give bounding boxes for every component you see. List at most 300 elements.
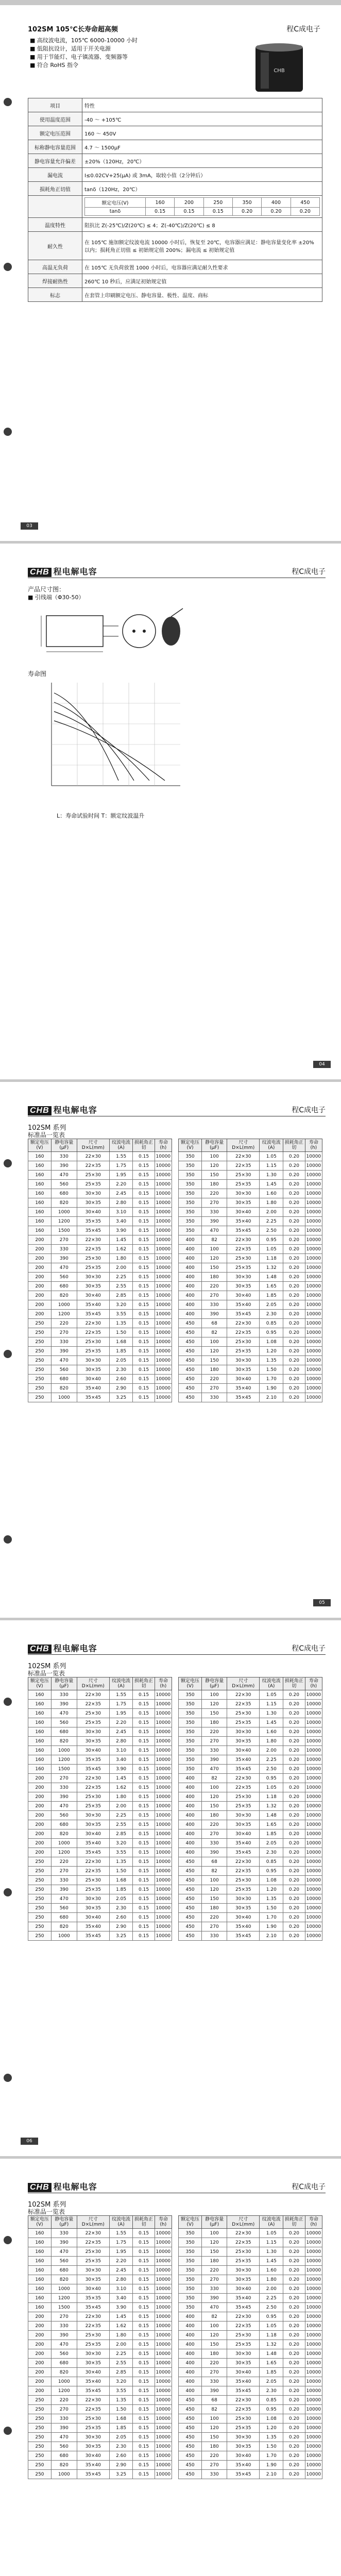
tan-table-row xyxy=(85,198,320,208)
table-cell: 10000 xyxy=(155,1328,172,1337)
table-row xyxy=(28,1792,172,1802)
table-cell: 0.20 xyxy=(283,1894,305,1904)
table-row xyxy=(179,2303,322,2312)
table-cell: 0.20 xyxy=(283,1839,305,1848)
table-cell: 450 xyxy=(179,1365,202,1375)
table-cell: 180 xyxy=(202,1718,227,1727)
table-cell: 250 xyxy=(28,2433,52,2442)
table-cell: 2.55 xyxy=(109,2359,133,2368)
table-cell: 30×40 xyxy=(227,1375,260,1384)
table-cell: 25×35 xyxy=(227,2424,260,2433)
table-cell: 22×30 xyxy=(227,1152,260,1161)
table-cell: 450 xyxy=(179,2470,202,2479)
table-cell: 10000 xyxy=(305,1857,322,1867)
table-cell: 180 xyxy=(202,1811,227,1820)
table-cell: 10000 xyxy=(155,1829,172,1839)
table-row xyxy=(179,2433,322,2442)
table-row xyxy=(179,2266,322,2275)
table-cell: 2.05 xyxy=(260,1300,283,1310)
table-cell: 1.45 xyxy=(109,1235,133,1245)
table-cell: 1200 xyxy=(51,1217,77,1226)
table-cell: 2.90 xyxy=(109,1384,133,1393)
binding-hole xyxy=(4,428,12,436)
table-cell: 560 xyxy=(51,1273,77,1282)
table-row xyxy=(179,1737,322,1746)
table-cell: 22×30 xyxy=(77,2229,109,2238)
table-cell: 22×30 xyxy=(77,1319,109,1328)
table-cell: 450 xyxy=(179,2405,202,2414)
table-cell: 10000 xyxy=(305,2442,322,2451)
table-cell: 1000 xyxy=(51,1208,77,1217)
table-row xyxy=(28,1226,172,1235)
table-cell: 1.65 xyxy=(260,1282,283,1291)
table-cell: 82 xyxy=(202,1867,227,1876)
table-cell: 10000 xyxy=(305,1792,322,1802)
spec-key: 焊接耐热性 xyxy=(28,274,82,288)
table-cell: 1.50 xyxy=(260,2442,283,2451)
table-cell: 450 xyxy=(179,1384,202,1393)
table-cell: 0.15 xyxy=(133,1737,155,1746)
table-cell: 10000 xyxy=(305,1774,322,1783)
table-cell: 10000 xyxy=(155,1746,172,1755)
table-cell: 0.15 xyxy=(133,1820,155,1829)
table-row xyxy=(28,1328,172,1337)
table-header-cell: 静电容量(μF) xyxy=(51,2216,77,2229)
table-row xyxy=(179,1171,322,1180)
table-cell: 10000 xyxy=(155,1820,172,1829)
table-cell: 10000 xyxy=(155,1393,172,1402)
table-cell: 470 xyxy=(51,2247,77,2257)
table-cell: 0.15 xyxy=(133,1700,155,1709)
table-cell: 390 xyxy=(51,1347,77,1356)
table-cell: 400 xyxy=(179,1310,202,1319)
table-cell: 390 xyxy=(51,1792,77,1802)
table-cell: 100 xyxy=(202,1245,227,1254)
table-cell: 1.85 xyxy=(109,1347,133,1356)
table-cell: 250 xyxy=(28,1319,52,1328)
table-cell: 0.15 xyxy=(133,2424,155,2433)
table-cell: 160 xyxy=(28,2266,52,2275)
table-cell: 10000 xyxy=(305,1811,322,1820)
table-cell: 35×45 xyxy=(77,2470,109,2479)
table-cell: 10000 xyxy=(155,2414,172,2424)
spec-key: 项目 xyxy=(28,98,82,112)
table-cell: 10000 xyxy=(155,2331,172,2340)
table-cell: 10000 xyxy=(305,2396,322,2405)
table-row xyxy=(179,1198,322,1208)
page-header xyxy=(28,2179,326,2193)
table-cell: 22×35 xyxy=(77,2321,109,2331)
tan-table-cell: 400 xyxy=(262,198,291,208)
table-row xyxy=(28,1904,172,1913)
table-row xyxy=(28,2405,172,2414)
table-cell: 10000 xyxy=(155,2461,172,2470)
table-cell: 10000 xyxy=(305,2451,322,2461)
table-row xyxy=(179,2442,322,2451)
table-cell: 10000 xyxy=(155,2257,172,2266)
table-cell: 10000 xyxy=(155,1171,172,1180)
binding-hole xyxy=(4,263,12,271)
table-cell: 0.20 xyxy=(283,1152,305,1161)
table-cell: 10000 xyxy=(305,1727,322,1737)
table-cell: 10000 xyxy=(155,1922,172,1931)
table-cell: 0.15 xyxy=(133,1876,155,1885)
table-cell: 0.15 xyxy=(133,2433,155,2442)
table-row xyxy=(179,1922,322,1931)
table-cell: 270 xyxy=(202,1829,227,1839)
table-cell: 1000 xyxy=(51,2377,77,2386)
table-cell: 0.15 xyxy=(133,2238,155,2247)
table-cell: 350 xyxy=(179,1180,202,1189)
table-cell: 10000 xyxy=(305,2257,322,2266)
table-cell: 220 xyxy=(51,2396,77,2405)
table-column-right xyxy=(178,2215,322,2479)
table-cell: 0.20 xyxy=(283,2405,305,2414)
table-cell: 450 xyxy=(179,1904,202,1913)
table-cell: 25×30 xyxy=(227,2331,260,2340)
table-cell: 100 xyxy=(202,1690,227,1700)
table-cell: 10000 xyxy=(155,2284,172,2294)
table-cell: 0.20 xyxy=(283,2275,305,2284)
table-cell: 35×45 xyxy=(77,2386,109,2396)
table-cell: 35×40 xyxy=(227,1384,260,1393)
table-cell: 10000 xyxy=(155,2349,172,2359)
table-cell: 350 xyxy=(179,1700,202,1709)
table-cell: 0.15 xyxy=(133,1152,155,1161)
table-row xyxy=(179,1700,322,1709)
table-row xyxy=(28,1235,172,1245)
table-cell: 250 xyxy=(28,1347,52,1356)
table-cell: 10000 xyxy=(155,2368,172,2377)
table-cell: 10000 xyxy=(155,2321,172,2331)
table-cell: 10000 xyxy=(305,1737,322,1746)
tan-table-cell: 额定电压(V) xyxy=(85,198,146,208)
table-cell: 1.15 xyxy=(260,1700,283,1709)
binding-hole xyxy=(4,98,12,106)
table-row xyxy=(28,1263,172,1273)
table-cell: 22×30 xyxy=(227,1690,260,1700)
table-cell: 0.15 xyxy=(133,1319,155,1328)
table-cell: 560 xyxy=(51,1180,77,1189)
table-cell: 10000 xyxy=(155,2359,172,2368)
table-cell: 1000 xyxy=(51,1931,77,1941)
table-cell: 1.05 xyxy=(260,1245,283,1254)
table-cell: 160 xyxy=(28,1189,52,1198)
table-cell: 470 xyxy=(51,1263,77,1273)
table-cell: 0.85 xyxy=(260,1319,283,1328)
table-cell: 35×40 xyxy=(227,2377,260,2386)
table-cell: 1.62 xyxy=(109,1245,133,1254)
table-cell: 25×30 xyxy=(77,1792,109,1802)
table-cell: 30×40 xyxy=(227,1746,260,1755)
table-cell: 0.20 xyxy=(283,1848,305,1857)
table-cell: 450 xyxy=(179,1328,202,1337)
table-cell: 10000 xyxy=(155,1885,172,1894)
table-row xyxy=(28,1690,172,1700)
table-cell: 10000 xyxy=(155,2396,172,2405)
table-cell: 400 xyxy=(179,2386,202,2396)
binding-strip xyxy=(0,544,15,1079)
table-header-cell: 尺寸 D×L(mm) xyxy=(227,1677,260,1690)
table-cell: 0.20 xyxy=(283,2368,305,2377)
table-row xyxy=(28,1885,172,1894)
table-cell: 470 xyxy=(51,1709,77,1718)
table-cell: 10000 xyxy=(155,1876,172,1885)
table-cell: 450 xyxy=(179,1347,202,1356)
table-cell: 82 xyxy=(202,1328,227,1337)
table-cell: 10000 xyxy=(305,1931,322,1941)
specification-table xyxy=(28,98,322,302)
table-cell: 10000 xyxy=(155,1727,172,1737)
table-row xyxy=(179,1755,322,1765)
table-header-row xyxy=(28,1677,172,1690)
table-cell: 22×30 xyxy=(227,1774,260,1783)
table-row xyxy=(179,1848,322,1857)
tan-table-cell: 0.20 xyxy=(232,208,261,216)
table-row xyxy=(28,1867,172,1876)
table-cell: 22×35 xyxy=(227,1700,260,1709)
table-cell: 25×35 xyxy=(77,1347,109,1356)
table-cell: 0.15 xyxy=(133,1347,155,1356)
table-cell: 30×30 xyxy=(227,1189,260,1198)
spec-row xyxy=(28,154,322,168)
table-cell: 820 xyxy=(51,1829,77,1839)
binding-hole xyxy=(4,2427,12,2435)
feature-line: ■ 用于节能灯、电子镇流器、变频器等 xyxy=(30,54,128,60)
table-cell: 450 xyxy=(179,1393,202,1402)
table-cell: 0.20 xyxy=(283,1282,305,1291)
table-cell: 30×30 xyxy=(227,1727,260,1737)
table-cell: 10000 xyxy=(305,2470,322,2479)
table-row xyxy=(28,2461,172,2470)
table-cell: 220 xyxy=(202,1189,227,1198)
table-cell: 160 xyxy=(28,1161,52,1171)
table-cell: 10000 xyxy=(305,1690,322,1700)
table-cell: 390 xyxy=(51,1254,77,1263)
table-cell: 30×40 xyxy=(227,2368,260,2377)
table-cell: 0.20 xyxy=(283,1319,305,1328)
table-header-row xyxy=(179,2216,322,2229)
table-row xyxy=(28,1811,172,1820)
table-cell: 250 xyxy=(28,1931,52,1941)
table-cell: 25×35 xyxy=(227,1885,260,1894)
table-cell: 1.30 xyxy=(260,1171,283,1180)
table-cell: 10000 xyxy=(305,2331,322,2340)
table-cell: 0.15 xyxy=(133,1894,155,1904)
table-cell: 200 xyxy=(28,2331,52,2340)
table-header-cell: 额定电压(V) xyxy=(179,2216,202,2229)
table-row xyxy=(28,1180,172,1189)
table-row xyxy=(179,1356,322,1365)
table-cell: 35×45 xyxy=(77,1848,109,1857)
table-cell: 350 xyxy=(179,2257,202,2266)
table-cell: 10000 xyxy=(155,2275,172,2284)
table-cell: 450 xyxy=(179,1931,202,1941)
table-header-cell: 尺寸 D×L(mm) xyxy=(77,1139,109,1152)
table-cell: 820 xyxy=(51,1384,77,1393)
table-cell: 10000 xyxy=(305,2368,322,2377)
table-cell: 10000 xyxy=(155,1857,172,1867)
table-cell: 30×30 xyxy=(227,1273,260,1282)
table-cell: 10000 xyxy=(155,2377,172,2386)
table-cell: 0.20 xyxy=(283,2377,305,2386)
table-cell: 10000 xyxy=(305,1337,322,1347)
table-row xyxy=(28,1746,172,1755)
spec-row xyxy=(28,288,322,302)
table-row xyxy=(28,1931,172,1941)
table-cell: 10000 xyxy=(155,1848,172,1857)
table-cell: 0.15 xyxy=(133,2247,155,2257)
logo-mark: CHB xyxy=(28,1645,52,1654)
table-cell: 200 xyxy=(28,2321,52,2331)
table-cell: 160 xyxy=(28,2238,52,2247)
table-cell: 250 xyxy=(28,1337,52,1347)
table-cell: 0.15 xyxy=(133,1746,155,1755)
table-row xyxy=(28,2451,172,2461)
table-cell: 0.15 xyxy=(133,1857,155,1867)
table-cell: 200 xyxy=(28,1300,52,1310)
table-column-left xyxy=(28,1139,172,1402)
spec-value: -40 ～ +105℃ xyxy=(82,112,322,126)
table-row xyxy=(179,2331,322,2340)
table-cell: 350 xyxy=(179,2275,202,2284)
table-cell: 30×30 xyxy=(227,1356,260,1365)
table-cell: 200 xyxy=(28,1273,52,1282)
table-cell: 160 xyxy=(28,2257,52,2266)
table-cell: 400 xyxy=(179,1802,202,1811)
table-cell: 0.15 xyxy=(133,2442,155,2451)
table-cell: 100 xyxy=(202,1876,227,1885)
table-cell: 250 xyxy=(28,2461,52,2470)
table-cell: 1.85 xyxy=(109,2424,133,2433)
table-cell: 200 xyxy=(28,2340,52,2349)
table-cell: 10000 xyxy=(305,2303,322,2312)
table-cell: 1.50 xyxy=(109,2405,133,2414)
table-cell: 25×30 xyxy=(227,1254,260,1263)
table-cell: 680 xyxy=(51,2266,77,2275)
tan-table-cell: 0.15 xyxy=(203,208,232,216)
table-header-cell: 纹波电流(A) xyxy=(260,1677,283,1690)
table-cell: 2.55 xyxy=(109,1282,133,1291)
table-cell: 2.00 xyxy=(109,2340,133,2349)
table-cell: 10000 xyxy=(305,1226,322,1235)
table-cell: 25×35 xyxy=(77,1802,109,1811)
table-header-cell: 静电容量(μF) xyxy=(202,1139,227,1152)
table-row xyxy=(179,1254,322,1263)
table-cell: 390 xyxy=(51,2238,77,2247)
table-row xyxy=(179,2349,322,2359)
table-cell: 35×40 xyxy=(227,1755,260,1765)
table-cell: 30×40 xyxy=(227,1291,260,1300)
table-cell: 1500 xyxy=(51,1226,77,1235)
table-cell: 1.35 xyxy=(109,1319,133,1328)
table-row xyxy=(28,2424,172,2433)
table-cell: 10000 xyxy=(155,1783,172,1792)
table-cell: 22×30 xyxy=(77,1235,109,1245)
table-cell: 400 xyxy=(179,2331,202,2340)
table-row xyxy=(179,1931,322,1941)
table-cell: 390 xyxy=(51,1700,77,1709)
table-cell: 180 xyxy=(202,1180,227,1189)
table-cell: 0.15 xyxy=(133,1774,155,1783)
table-cell: 270 xyxy=(202,2368,227,2377)
table-row xyxy=(179,2470,322,2479)
table-cell: 250 xyxy=(28,2424,52,2433)
table-cell: 350 xyxy=(179,1718,202,1727)
table-cell: 1.68 xyxy=(109,1337,133,1347)
table-cell: 0.95 xyxy=(260,1235,283,1245)
table-cell: 250 xyxy=(28,1922,52,1931)
table-column-right xyxy=(178,1139,322,1402)
table-cell: 22×35 xyxy=(77,1328,109,1337)
table-cell: 10000 xyxy=(155,1839,172,1848)
table-cell: 350 xyxy=(179,1226,202,1235)
table-cell: 330 xyxy=(202,1393,227,1402)
table-cell: 680 xyxy=(51,1282,77,1291)
table-cell: 470 xyxy=(202,1765,227,1774)
table-cell: 200 xyxy=(28,1310,52,1319)
table-cell: 30×30 xyxy=(227,2266,260,2275)
table-cell: 30×30 xyxy=(77,2433,109,2442)
table-cell: 2.00 xyxy=(260,1746,283,1755)
table-row xyxy=(179,1384,322,1393)
table-cell: 0.20 xyxy=(283,1857,305,1867)
table-cell: 30×40 xyxy=(77,2368,109,2377)
table-row xyxy=(179,2377,322,2386)
table-row xyxy=(28,1337,172,1347)
table-row xyxy=(28,1347,172,1356)
table-cell: 2.60 xyxy=(109,1375,133,1384)
table-cell: 0.15 xyxy=(133,1718,155,1727)
table-cell: 350 xyxy=(179,1217,202,1226)
spec-row xyxy=(28,218,322,232)
table-cell: 350 xyxy=(179,1755,202,1765)
table-cell: 0.15 xyxy=(133,1291,155,1300)
table-cell: 820 xyxy=(51,2461,77,2470)
table-cell: 3.25 xyxy=(109,1931,133,1941)
table-cell: 390 xyxy=(202,2294,227,2303)
brand-logo xyxy=(28,2180,97,2192)
spec-row xyxy=(28,112,322,126)
table-cell: 1.75 xyxy=(109,2238,133,2247)
table-cell: 1.75 xyxy=(109,1161,133,1171)
table-cell: 35×40 xyxy=(227,2294,260,2303)
table-cell: 0.15 xyxy=(133,1208,155,1217)
table-row xyxy=(28,1700,172,1709)
table-cell: 0.15 xyxy=(133,1783,155,1792)
table-cell: 350 xyxy=(179,1171,202,1180)
table-cell: 30×35 xyxy=(227,1365,260,1375)
table-cell: 390 xyxy=(51,2424,77,2433)
page-number: 06 xyxy=(21,2138,38,2145)
table-row xyxy=(179,2396,322,2405)
table-row xyxy=(28,1171,172,1180)
table-cell: 2.00 xyxy=(260,1208,283,1217)
table-cell: 10000 xyxy=(305,1291,322,1300)
spec-row xyxy=(28,126,322,140)
table-cell: 0.15 xyxy=(133,2294,155,2303)
table-row xyxy=(179,1811,322,1820)
table-cell: 0.20 xyxy=(283,2442,305,2451)
table-cell: 10000 xyxy=(305,1245,322,1254)
table-cell: 25×35 xyxy=(77,2257,109,2266)
table-cell: 270 xyxy=(202,2275,227,2284)
table-row xyxy=(28,1839,172,1848)
table-cell: 25×30 xyxy=(77,2331,109,2340)
table-cell: 2.80 xyxy=(109,2275,133,2284)
table-cell: 35×45 xyxy=(227,1931,260,1941)
table-cell: 0.20 xyxy=(283,1310,305,1319)
